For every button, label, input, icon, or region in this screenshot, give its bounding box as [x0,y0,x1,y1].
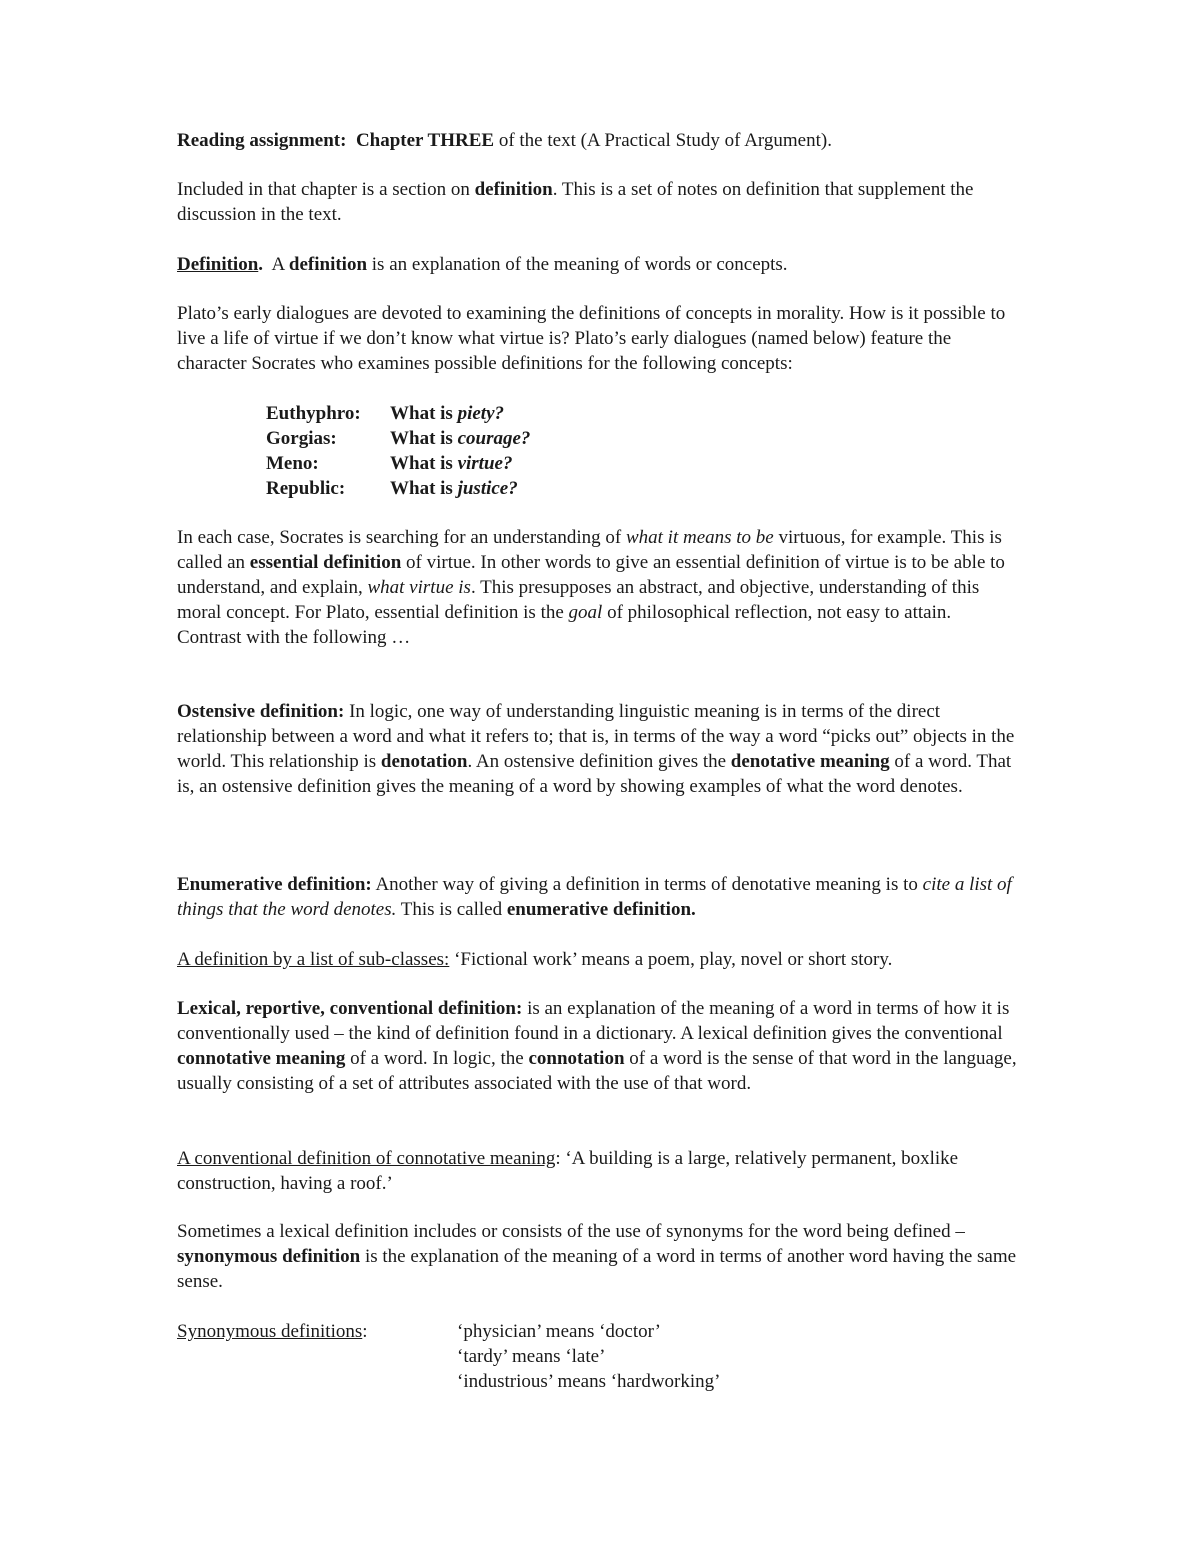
plato-paragraph: Plato’s early dialogues are devoted to examining the definitions of concepts in morality. How is it possible to live a life of virtue if we don’t know what virtue is? Plato’s early dialogues (named below) feature the character Socrates who examines possible definitions for the following concepts: [177,303,1006,374]
ostensive-paragraph [177,699,1022,799]
enumerative-paragraph [177,872,1027,922]
dialogue-name: Euthyphro: [266,403,361,424]
enumerative-italic: cite a list of things that the word denotes. [177,874,1012,920]
reading-rest: of the text (A Practical Study of Argument). [494,130,832,151]
dialogue-question [390,401,504,426]
dialogue-question [390,426,530,451]
question-concept: piety? [457,403,505,424]
synonym-item: ‘tardy’ means ‘late’ [457,1346,606,1367]
lexical-paragraph [177,996,1027,1096]
socrates-text: of philosophical reflection, not easy to attain. Contrast with the following … [177,602,952,648]
synonymous-label-text: Synonymous definitions [177,1321,363,1342]
connotative-meaning-term: connotative meaning [177,1048,346,1069]
question-concept: courage? [457,428,531,449]
ostensive-text: of a word. That is, an ostensive definition gives the meaning of a word by showing examples of what the word denotes. [177,751,1012,797]
intro-text-end: . This is a set of notes on definition that supplement the discussion in the text. [177,179,974,225]
lexical-text: is an explanation of the meaning of a word in terms of how it is conventionally used – the kind of definition found in a dictionary. A lexical definition gives the conventional [177,998,1010,1044]
dialogue-question [390,451,512,476]
definition-text-end: is an explanation of the meaning of words or concepts. [367,254,788,275]
definition-text: A [263,254,289,275]
dialogue-name: Gorgias: [266,428,337,449]
ostensive-text: . An ostensive definition gives the [467,751,731,772]
dialogue-name: Meno: [266,453,319,474]
intro-paragraph [177,177,977,227]
socrates-text: of virtue. In other words to give an essential definition of virtue is to be able to understand, and explain, [177,552,1005,598]
lexical-text: of a word is the sense of that word in the language, usually consisting of a set of attributes associated with the use of that word. [177,1048,1017,1094]
enumerative-heading: Enumerative definition: [177,874,372,895]
enumerative-definition-term: enumerative definition. [506,899,696,920]
socrates-text: . This presupposes an abstract, and objective, understanding of this moral concept. For Plato, essential definition is the [177,577,980,623]
definition-paragraph [177,252,1037,277]
synonym-item: ‘physician’ means ‘doctor’ [457,1321,661,1342]
intro-text: Included in that chapter is a section on [177,179,475,200]
enumerative-text: This is called [396,899,507,920]
question-text: What is [390,453,458,474]
question-text: What is [390,428,458,449]
synonymous-label-colon: : [362,1321,368,1342]
definition-dot: . [258,254,264,275]
synonym-item: ‘industrious’ means ‘hardworking’ [457,1371,721,1392]
socrates-text: In each case, Socrates is searching for an understanding of [177,527,626,548]
synonymous-definition-term: synonymous definition [177,1246,361,1267]
socrates-italic: goal [568,602,603,623]
synonyms-text: Sometimes a lexical definition includes or consists of the use of synonyms for the word being defined – [177,1221,965,1242]
synonymous-definitions-label [177,1319,368,1344]
definition-heading: Definition [177,254,259,275]
synonyms-paragraph [177,1219,1027,1294]
question-text: What is [390,478,458,499]
lexical-text: of a word. In logic, the [345,1048,529,1069]
enumerative-text: Another way of giving a definition in terms of denotative meaning is to [371,874,923,895]
socrates-text: virtuous, for example. This is called an [177,527,1002,573]
ostensive-text: In logic, one way of understanding linguistic meaning is in terms of the direct relationship between a word and what it refers to; that is, in terms of the way a word “picks out” objects in the world. This relationship is [177,701,1015,772]
connotation-term: connotation [528,1048,625,1069]
ostensive-heading: Ostensive definition: [177,701,345,722]
subclasses-text: ‘Fictional work’ means a poem, play, novel or short story. [449,949,893,970]
reading-assignment [177,128,1037,153]
question-concept: justice? [457,478,518,499]
reading-chapter: Chapter THREE [355,130,495,151]
intro-bold: definition [474,179,553,200]
denotation-term: denotation [380,751,468,772]
socrates-italic: what virtue is [367,577,471,598]
reading-label: Reading assignment: [177,130,347,151]
socrates-italic: what it means to be [625,527,774,548]
denotative-meaning-term: denotative meaning [730,751,890,772]
conventional-paragraph [177,1146,1027,1196]
dialogue-question [390,476,518,501]
subclasses-paragraph [177,947,1037,972]
socrates-paragraph [177,525,1019,650]
conventional-text: : ‘A building is a large, relatively permanent, boxlike construction, having a roof.’ [177,1148,959,1194]
question-text: What is [390,403,458,424]
synonyms-text: is the explanation of the meaning of a word in terms of another word having the same sense. [177,1246,1017,1292]
conventional-label: A conventional definition of connotative meaning [177,1148,556,1169]
question-concept: virtue? [457,453,513,474]
subclasses-label: A definition by a list of sub-classes: [177,949,450,970]
essential-definition-term: essential definition [249,552,402,573]
definition-bold: definition [288,254,368,275]
lexical-heading: Lexical, reportive, conventional definition: [177,998,523,1019]
dialogue-name: Republic: [266,478,346,499]
